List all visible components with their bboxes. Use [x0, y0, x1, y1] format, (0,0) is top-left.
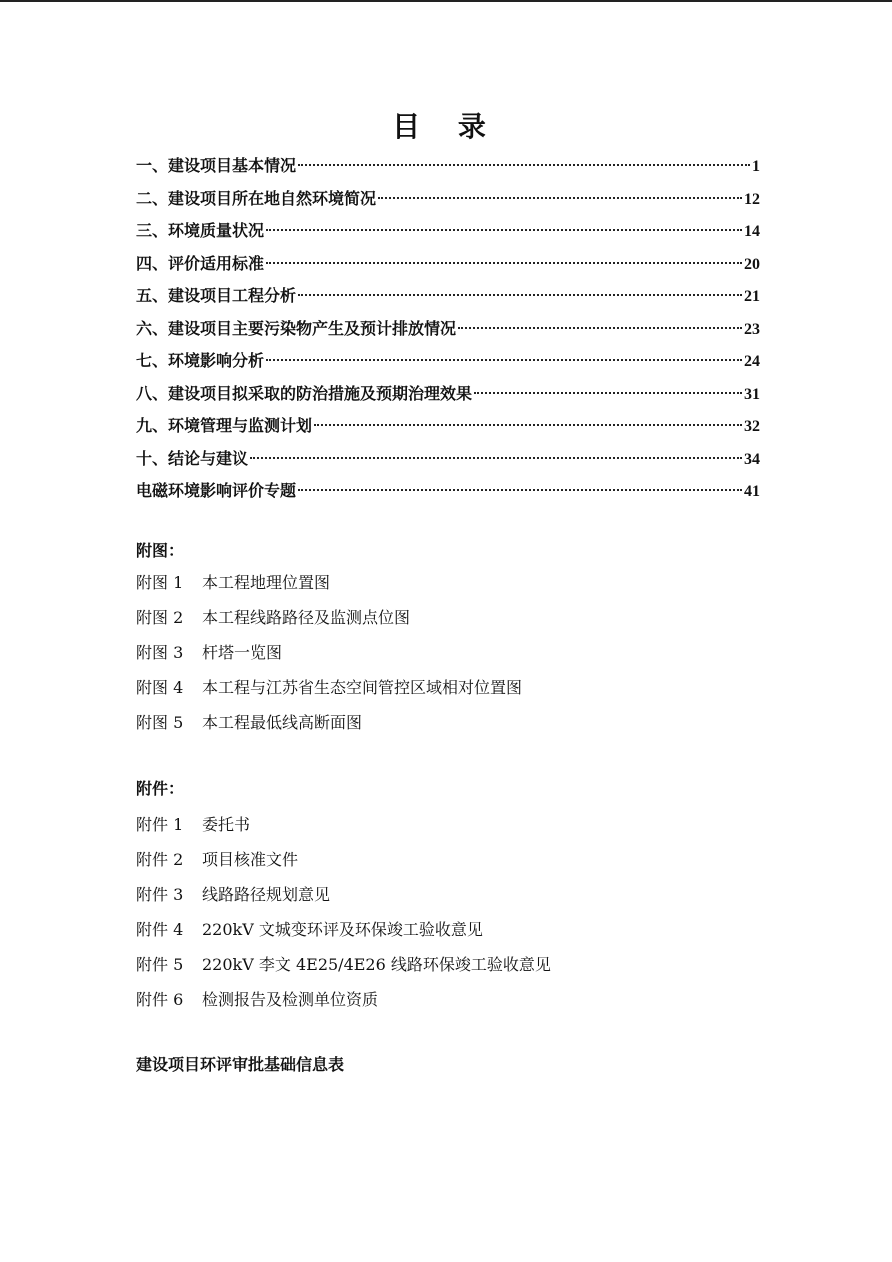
toc-leader-dots: [298, 294, 742, 296]
figure-number: 附图 4: [136, 678, 184, 697]
table-of-contents: [136, 152, 760, 510]
attachment-title: 220kV 文城变环评及环保竣工验收意见: [202, 920, 483, 939]
toc-leader-dots: [378, 197, 742, 199]
toc-entry[interactable]: [136, 152, 760, 185]
attachment-item: [136, 988, 776, 1023]
figure-item: [136, 711, 776, 746]
attachment-title: 220kV 李文 4E25/4E26 线路环保竣工验收意见: [202, 955, 551, 974]
toc-leader-dots: [458, 327, 742, 329]
attachment-number: 附件 3: [136, 885, 184, 904]
toc-entry[interactable]: [136, 477, 760, 510]
toc-entry-page: 41: [744, 483, 760, 500]
toc-entry-label: 八、建设项目拟采取的防治措施及预期治理效果: [136, 383, 473, 403]
toc-entry-page: 14: [744, 223, 760, 240]
toc-entry[interactable]: [136, 412, 760, 445]
attachment-item: [136, 918, 776, 953]
toc-entry-label: 七、环境影响分析: [136, 351, 265, 370]
attachment-number: 附件 6: [136, 990, 184, 1009]
figure-title: 本工程线路路径及监测点位图: [202, 608, 411, 627]
toc-entry[interactable]: [136, 315, 760, 348]
toc-entry-page: 32: [744, 418, 760, 435]
toc-entry-label: 六、建设项目主要污染物产生及预计排放情况: [136, 318, 457, 338]
toc-entry[interactable]: [136, 217, 760, 250]
toc-leader-dots: [266, 229, 742, 231]
figure-title: 本工程地理位置图: [202, 573, 331, 592]
figure-title: 本工程最低线高断面图: [202, 713, 363, 732]
toc-entry-page: 24: [744, 353, 760, 370]
figure-item: [136, 676, 776, 711]
figure-number: 附图 5: [136, 713, 184, 732]
toc-entry-page: 23: [744, 320, 760, 338]
attachment-number: 附件 1: [136, 815, 184, 834]
figure-item: [136, 606, 776, 641]
toc-leader-dots: [266, 359, 742, 361]
attachment-title: 项目核准文件: [202, 850, 299, 869]
attachments-list: [136, 813, 776, 1023]
toc-entry-label: 三、环境质量状况: [136, 221, 265, 240]
attachment-title: 检测报告及检测单位资质: [202, 990, 379, 1009]
toc-leader-dots: [314, 424, 742, 426]
attachment-number: 附件 5: [136, 955, 184, 974]
toc-entry-label: 十、结论与建议: [136, 448, 249, 468]
figure-number: 附图 3: [136, 643, 184, 662]
toc-entry[interactable]: [136, 250, 760, 283]
figure-item: [136, 641, 776, 676]
attachments-heading: 附件：: [136, 779, 185, 798]
basic-info-table-heading: 建设项目环评审批基础信息表: [136, 1055, 345, 1074]
toc-entry-label: 电磁环境影响评价专题: [136, 481, 297, 500]
toc-entry-page: 20: [744, 255, 760, 273]
attachment-item: [136, 953, 776, 988]
toc-entry-page: 12: [744, 190, 760, 208]
toc-entry-label: 九、环境管理与监测计划: [136, 416, 313, 435]
attachment-item: [136, 848, 776, 883]
figure-title: 本工程与江苏省生态空间管控区域相对位置图: [202, 678, 523, 697]
toc-leader-dots: [298, 489, 742, 491]
page-title: 目 录: [392, 110, 500, 143]
attachment-number: 附件 4: [136, 920, 184, 939]
toc-entry-page: 21: [744, 288, 760, 305]
toc-leader-dots: [474, 392, 742, 394]
toc-entry[interactable]: [136, 380, 760, 413]
figure-number: 附图 2: [136, 608, 184, 627]
toc-entry-label: 二、建设项目所在地自然环境简况: [136, 188, 377, 208]
figure-item: [136, 571, 776, 606]
toc-entry-label: 一、建设项目基本情况: [136, 156, 297, 175]
toc-entry[interactable]: [136, 282, 760, 315]
attachment-item: [136, 883, 776, 918]
toc-entry-page: 1: [752, 158, 760, 175]
figure-title: 杆塔一览图: [202, 643, 283, 662]
toc-leader-dots: [250, 457, 742, 459]
figures-heading: 附图：: [136, 541, 185, 560]
toc-entry[interactable]: [136, 445, 760, 478]
toc-leader-dots: [266, 262, 742, 264]
figure-number: 附图 1: [136, 573, 184, 592]
toc-leader-dots: [298, 164, 750, 166]
toc-entry-page: 34: [744, 450, 760, 468]
attachment-item: [136, 813, 776, 848]
toc-entry-page: 31: [744, 385, 760, 403]
attachment-number: 附件 2: [136, 850, 184, 869]
toc-entry[interactable]: [136, 347, 760, 380]
toc-entry-label: 四、评价适用标准: [136, 253, 265, 273]
toc-entry[interactable]: [136, 185, 760, 218]
toc-entry-label: 五、建设项目工程分析: [136, 286, 297, 305]
attachment-title: 线路路径规划意见: [202, 885, 331, 904]
figures-list: [136, 571, 776, 746]
attachment-title: 委托书: [202, 815, 251, 834]
